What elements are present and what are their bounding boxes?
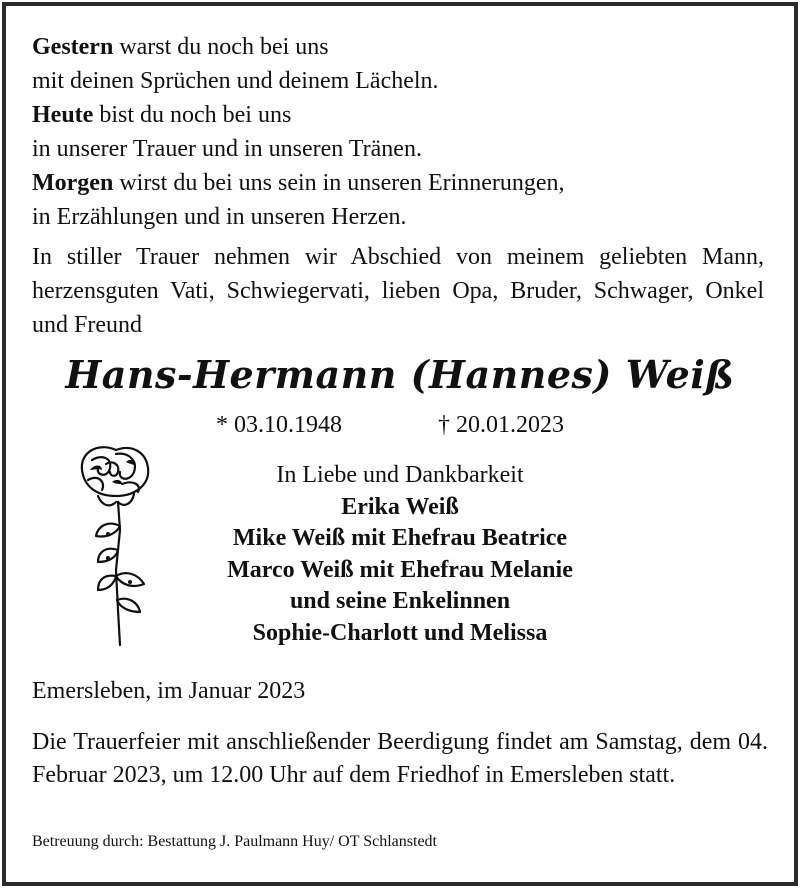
deceased-name: Hans-Hermann (Hannes) Weiß — [65, 352, 735, 397]
poem-line-1 — [32, 30, 762, 64]
poem-line-2: mit deinen Sprüchen und deinem Lächeln. — [32, 68, 439, 94]
poem-line-1-text: warst du noch bei uns — [113, 34, 329, 60]
poem-line-3 — [32, 98, 762, 132]
birth-date: * 03.10.1948 — [216, 412, 342, 438]
rose-icon — [72, 430, 160, 652]
poem-line-4: in unserer Trauer und in unseren Tränen. — [32, 136, 422, 162]
death-date: † 20.01.2023 — [438, 412, 564, 438]
poem-word-gestern: Gestern — [32, 34, 114, 60]
poem — [32, 30, 762, 234]
family-signature — [180, 460, 620, 649]
poem-word-morgen: Morgen — [32, 170, 114, 196]
family-member: und seine Enkelinnen — [289, 588, 511, 614]
poem-line-5 — [32, 166, 762, 200]
family-lead: In Liebe und Dankbarkeit — [276, 462, 524, 488]
poem-line-5-text: wirst du bei uns sein in unseren Erinnerungen, — [113, 170, 565, 196]
funeral-home-credit: Betreuung durch: Bestattung J. Paulmann Huy/ OT Schlanstedt — [32, 833, 437, 850]
farewell-intro: In stiller Trauer nehmen wir Abschied von meinem geliebten Mann, herzensguten Vati, Schwiegervati, lieben Opa, Bruder, Schwager, Onkel und Freund — [32, 244, 764, 338]
place-date: Emersleben, im Januar 2023 — [32, 678, 306, 704]
poem-line-3-text: bist du noch bei uns — [93, 102, 292, 128]
family-member: Mike Weiß mit Ehefrau Beatrice — [232, 525, 568, 551]
family-member: Marco Weiß mit Ehefrau Melanie — [227, 556, 573, 583]
funeral-notice: Die Trauerfeier mit anschließender Beerdigung findet am Samstag, dem 04. Februar 2023, um 12.00 Uhr auf dem Friedhof in Emersleben statt. — [32, 729, 768, 788]
poem-line-6: in Erzählungen und in unseren Herzen. — [32, 204, 407, 230]
family-member: Erika Weiß — [341, 493, 459, 520]
poem-word-heute: Heute — [32, 102, 94, 128]
family-member: Sophie-Charlott und Melissa — [252, 619, 548, 646]
